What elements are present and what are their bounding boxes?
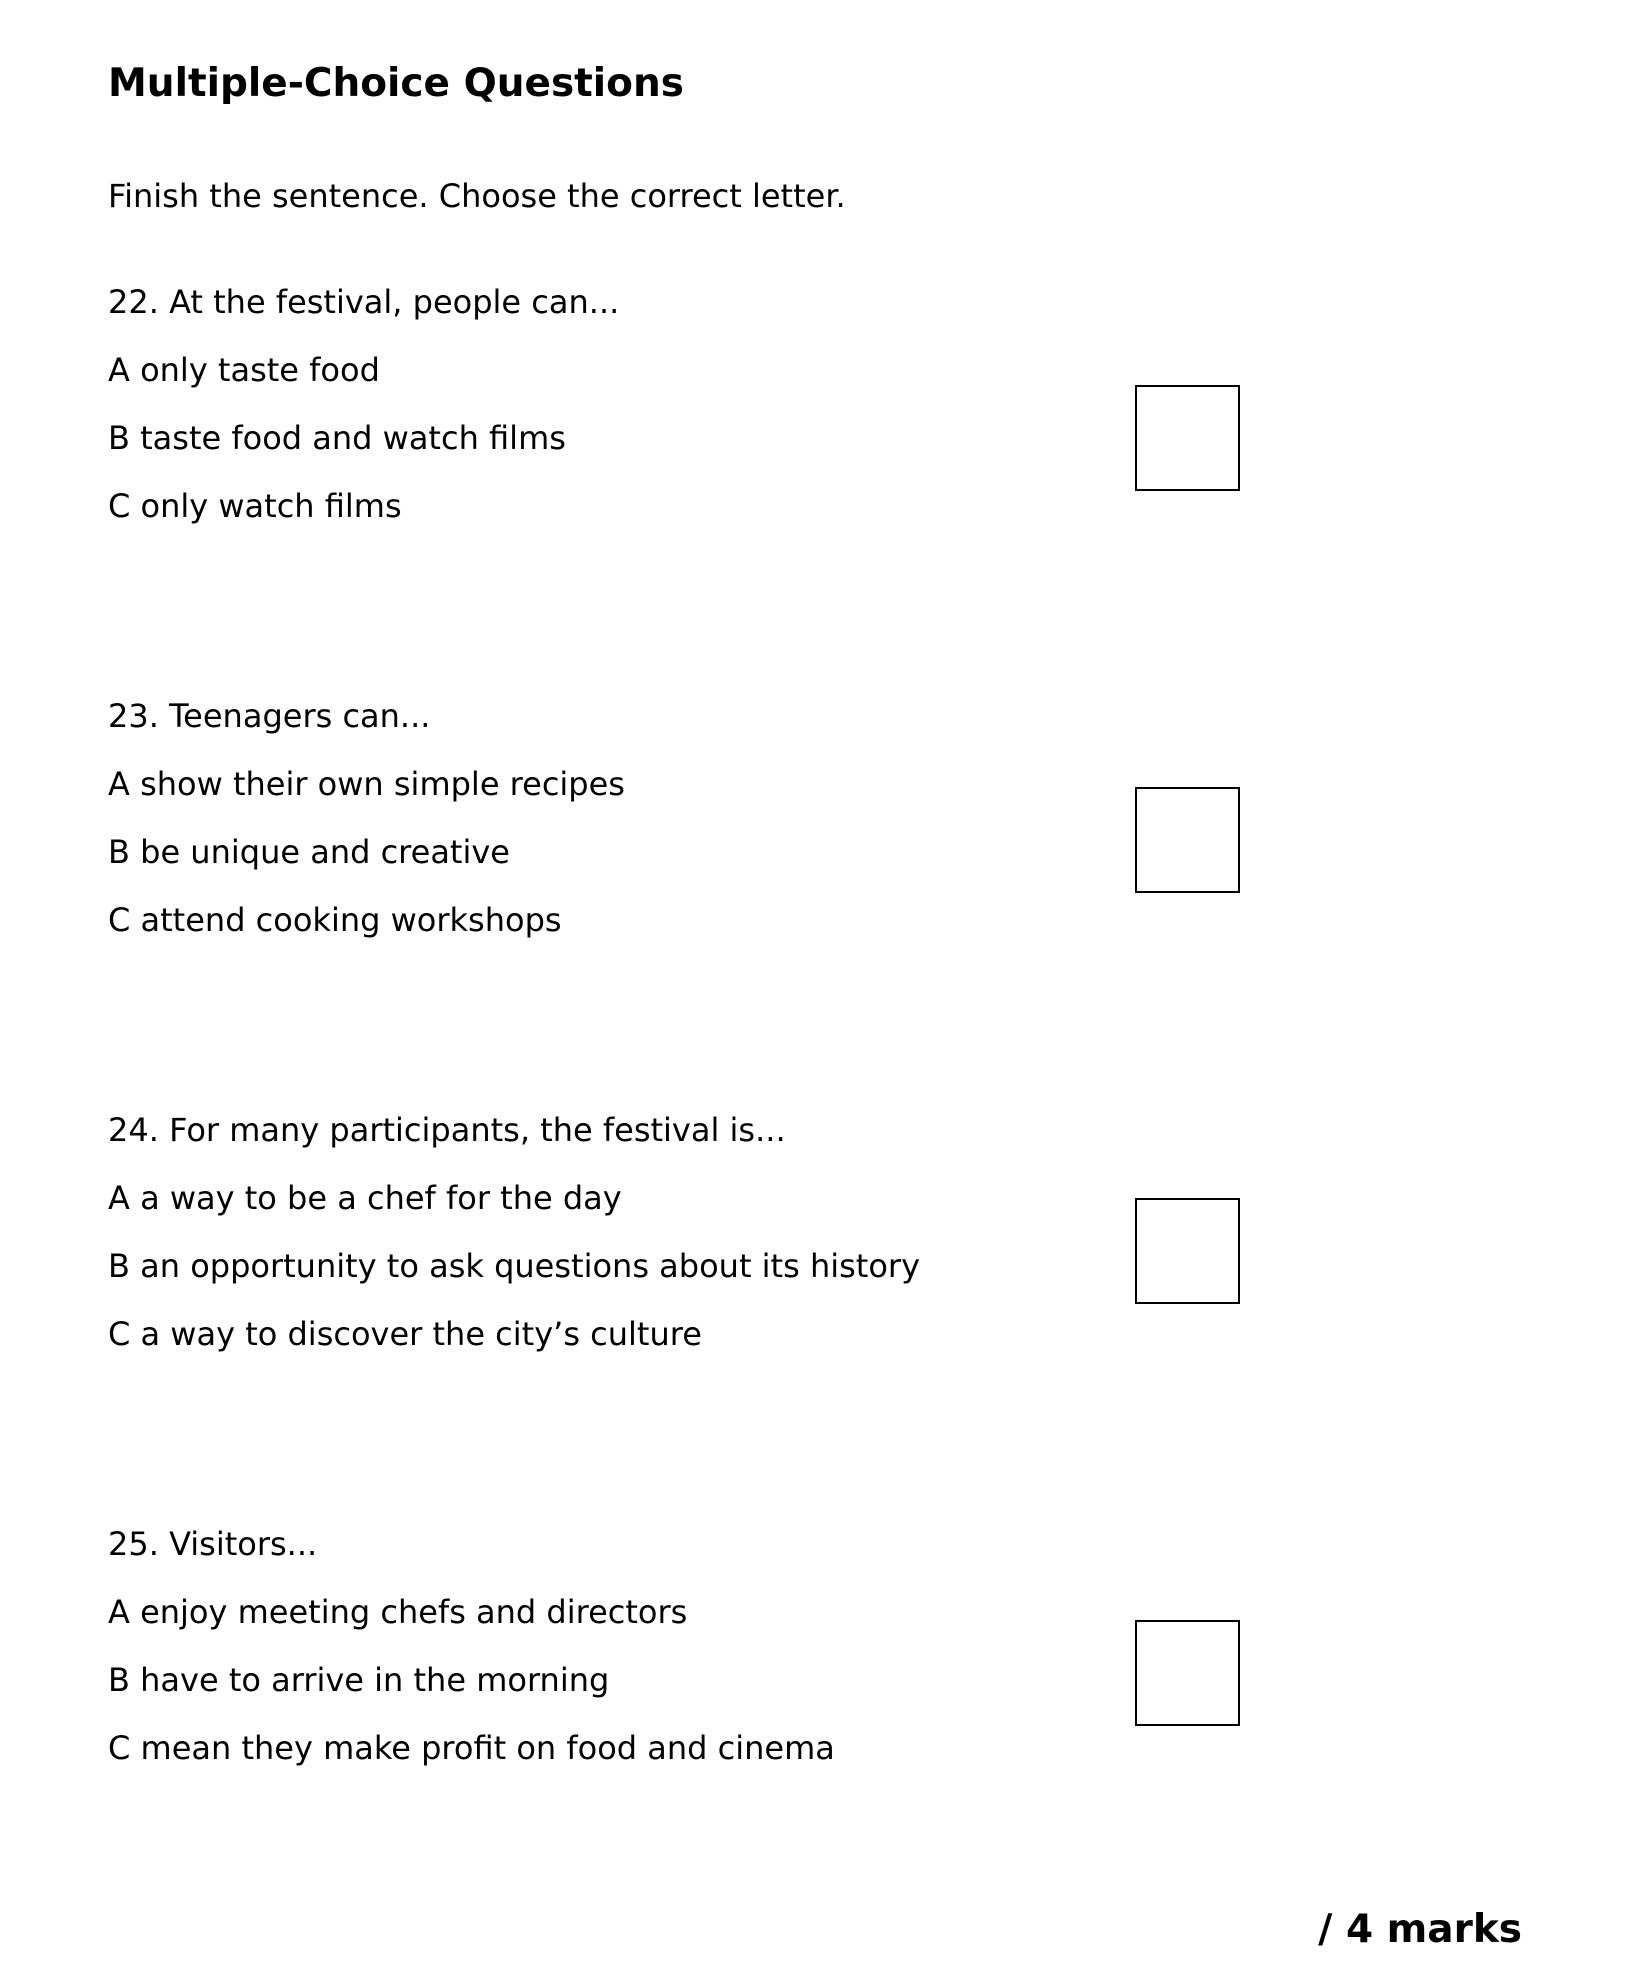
option-c: C mean they make profit on food and cinema: [108, 1729, 835, 1767]
question-prompt: 24. For many participants, the festival is...: [108, 1111, 786, 1149]
answer-box-25[interactable]: [1135, 1620, 1240, 1726]
question-prompt: 23. Teenagers can...: [108, 697, 431, 735]
page-title: Multiple-Choice Questions: [108, 61, 684, 106]
option-b: B be unique and creative: [108, 833, 510, 871]
answer-box-23[interactable]: [1135, 787, 1240, 893]
option-b: B have to arrive in the morning: [108, 1661, 610, 1699]
option-c: C attend cooking workshops: [108, 901, 562, 939]
marks-total: / 4 marks: [1318, 1907, 1522, 1952]
option-a: A enjoy meeting chefs and directors: [108, 1593, 688, 1631]
option-b: B an opportunity to ask questions about its history: [108, 1247, 920, 1285]
option-b: B taste food and watch films: [108, 419, 566, 457]
answer-box-22[interactable]: [1135, 385, 1240, 491]
option-a: A only taste food: [108, 351, 380, 389]
question-25: [108, 1522, 1158, 1794]
question-23: [108, 694, 1158, 966]
question-prompt: 22. At the festival, people can...: [108, 283, 620, 321]
option-c: C only watch films: [108, 487, 402, 525]
question-prompt: 25. Visitors...: [108, 1525, 318, 1563]
option-a: A show their own simple recipes: [108, 765, 625, 803]
option-c: C a way to discover the city’s culture: [108, 1315, 702, 1353]
answer-box-24[interactable]: [1135, 1198, 1240, 1304]
instruction-text: Finish the sentence. Choose the correct letter.: [108, 177, 846, 215]
question-24: [108, 1108, 1158, 1380]
option-a: A a way to be a chef for the day: [108, 1179, 622, 1217]
question-22: [108, 280, 1158, 552]
